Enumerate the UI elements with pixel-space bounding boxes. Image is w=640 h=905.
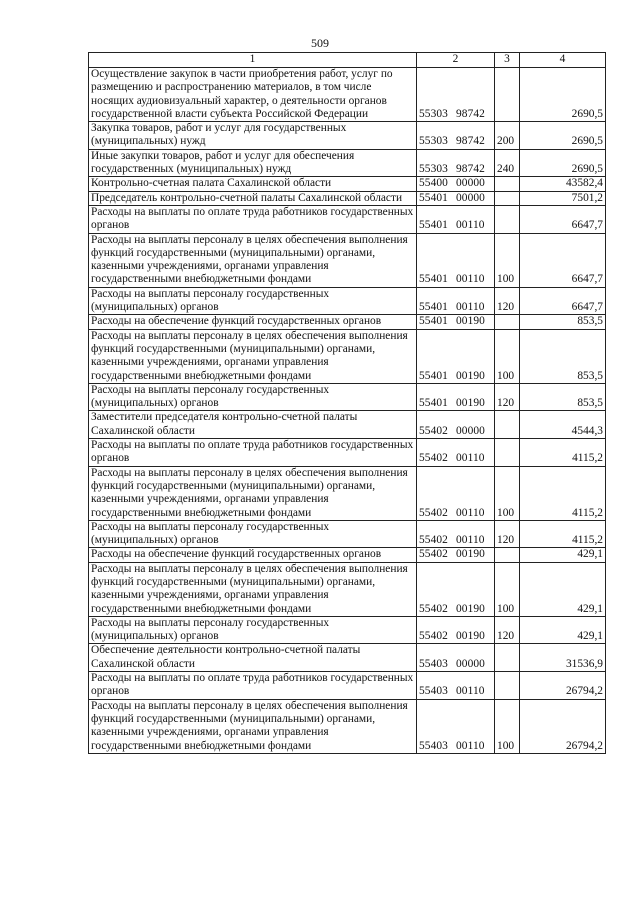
row-amount: 26794,2: [520, 672, 606, 700]
row-amount: 4115,2: [520, 466, 606, 520]
table-row: [89, 383, 606, 411]
row-name: Расходы на выплаты персоналу в целях обеспечения выполнения функций государственными (муниципальными) органами, казенными учреждениями, органами управления государственными внебюджетными фондами: [89, 562, 417, 616]
row-expense-type: [495, 315, 520, 329]
table-row: [89, 644, 606, 672]
row-amount: 853,5: [520, 329, 606, 383]
row-expense-type: 100: [495, 699, 520, 753]
row-expense-type: 120: [495, 287, 520, 315]
row-amount: 4544,3: [520, 411, 606, 439]
row-code-section: 55401: [419, 369, 448, 382]
row-code-section: 55403: [419, 685, 448, 698]
row-name: Закупка товаров, работ и услуг для государственных (муниципальных) нужд: [89, 122, 417, 150]
budget-table: [88, 52, 606, 754]
row-expense-type: 100: [495, 233, 520, 287]
row-code-item: 00000: [455, 424, 485, 437]
table-row: [89, 287, 606, 315]
row-code: [417, 644, 495, 672]
column-header-4: 4: [520, 53, 606, 68]
row-amount: 6647,7: [520, 287, 606, 315]
row-code-item: 00110: [455, 534, 485, 547]
row-code: [417, 122, 495, 150]
row-code-section: 55401: [419, 219, 448, 232]
row-code: [417, 191, 495, 205]
row-code-section: 55402: [419, 452, 448, 465]
row-code-item: 00190: [455, 397, 485, 410]
table-row: [89, 616, 606, 644]
row-expense-type: [495, 644, 520, 672]
table-row: [89, 68, 606, 122]
row-code-section: 55402: [419, 424, 448, 437]
row-name: Расходы на выплаты персоналу в целях обеспечения выполнения функций государственными (муниципальными) органами, казенными учреждениями, органами управления государственными внебюджетными фондами: [89, 466, 417, 520]
row-expense-type: 100: [495, 466, 520, 520]
row-code-section: 55303: [419, 135, 448, 148]
row-code: [417, 466, 495, 520]
row-expense-type: 120: [495, 383, 520, 411]
row-amount: 2690,5: [520, 68, 606, 122]
row-name: Расходы на обеспечение функций государственных органов: [89, 548, 417, 562]
table-row: [89, 205, 606, 233]
row-code-item: 98742: [455, 107, 485, 120]
row-code-section: 55303: [419, 107, 448, 120]
row-code-section: 55400: [419, 177, 448, 190]
table-body: [89, 68, 606, 754]
row-name: Расходы на выплаты персоналу в целях обеспечения выполнения функций государственными (муниципальными) органами, казенными учреждениями, органами управления государственными внебюджетными фондами: [89, 233, 417, 287]
row-code: [417, 287, 495, 315]
row-code-section: 55401: [419, 301, 448, 314]
column-header-1: 1: [89, 53, 417, 68]
row-name: Расходы на выплаты по оплате труда работников государственных органов: [89, 205, 417, 233]
row-code-section: 55402: [419, 534, 448, 547]
row-amount: 853,5: [520, 315, 606, 329]
table-row: [89, 122, 606, 150]
row-code: [417, 383, 495, 411]
row-code-section: 55402: [419, 630, 448, 643]
row-code-section: 55402: [419, 506, 448, 519]
row-expense-type: 100: [495, 562, 520, 616]
table-row: [89, 562, 606, 616]
column-header-2: 2: [417, 53, 495, 68]
table-row: [89, 191, 606, 205]
row-amount: 4115,2: [520, 439, 606, 467]
row-code: [417, 548, 495, 562]
row-code-item: 98742: [455, 135, 485, 148]
row-amount: 31536,9: [520, 644, 606, 672]
row-name: Расходы на выплаты персоналу в целях обеспечения выполнения функций государственными (муниципальными) органами, казенными учреждениями, органами управления государственными внебюджетными фондами: [89, 329, 417, 383]
table-row: [89, 672, 606, 700]
row-code: [417, 68, 495, 122]
row-expense-type: [495, 68, 520, 122]
row-code-item: 00110: [455, 506, 485, 519]
row-code-section: 55401: [419, 191, 448, 204]
row-name: Расходы на выплаты по оплате труда работников государственных органов: [89, 439, 417, 467]
column-header-3: 3: [495, 53, 520, 68]
table-row: [89, 329, 606, 383]
row-name: Иные закупки товаров, работ и услуг для обеспечения государственных (муниципальных) нужд: [89, 149, 417, 177]
row-expense-type: 200: [495, 122, 520, 150]
row-code-item: 00190: [455, 315, 485, 328]
page-number: 509: [311, 36, 329, 50]
table-row: [89, 233, 606, 287]
row-amount: 2690,5: [520, 122, 606, 150]
row-code: [417, 562, 495, 616]
row-code-item: 00190: [455, 630, 485, 643]
row-name: Расходы на выплаты по оплате труда работников государственных органов: [89, 672, 417, 700]
row-amount: 6647,7: [520, 205, 606, 233]
row-amount: 2690,5: [520, 149, 606, 177]
row-code-section: 55403: [419, 657, 448, 670]
row-amount: 429,1: [520, 616, 606, 644]
row-code-item: 00110: [455, 739, 485, 752]
row-name: Расходы на выплаты персоналу в целях обеспечения выполнения функций государственными (муниципальными) органами, казенными учреждениями, органами управления государственными внебюджетными фондами: [89, 699, 417, 753]
row-name: Расходы на выплаты персоналу государственных (муниципальных) органов: [89, 287, 417, 315]
row-amount: 7501,2: [520, 191, 606, 205]
table-row: [89, 699, 606, 753]
row-amount: 4115,2: [520, 520, 606, 548]
row-name: Председатель контрольно-счетной палаты Сахалинской области: [89, 191, 417, 205]
row-name: Расходы на выплаты персоналу государственных (муниципальных) органов: [89, 520, 417, 548]
row-code-section: 55401: [419, 315, 448, 328]
row-amount: 429,1: [520, 562, 606, 616]
row-code: [417, 233, 495, 287]
row-name: Заместители председателя контрольно-счетной палаты Сахалинской области: [89, 411, 417, 439]
row-code-item: 00110: [455, 219, 485, 232]
row-amount: 26794,2: [520, 699, 606, 753]
row-code-item: 00000: [455, 177, 485, 190]
row-code: [417, 329, 495, 383]
row-code-item: 00190: [455, 369, 485, 382]
row-code-item: 00190: [455, 548, 485, 561]
row-code-item: 00000: [455, 657, 485, 670]
row-code: [417, 149, 495, 177]
row-code: [417, 672, 495, 700]
row-expense-type: [495, 411, 520, 439]
row-code-section: 55401: [419, 397, 448, 410]
row-expense-type: [495, 439, 520, 467]
row-code-item: 00110: [455, 685, 485, 698]
row-expense-type: [495, 548, 520, 562]
row-code: [417, 439, 495, 467]
row-expense-type: 240: [495, 149, 520, 177]
row-code: [417, 616, 495, 644]
row-code-item: 00000: [455, 191, 485, 204]
row-name: Расходы на обеспечение функций государственных органов: [89, 315, 417, 329]
row-expense-type: 120: [495, 520, 520, 548]
row-amount: 429,1: [520, 548, 606, 562]
row-code: [417, 699, 495, 753]
table-row: [89, 548, 606, 562]
table-row: [89, 149, 606, 177]
row-code: [417, 315, 495, 329]
table-row: [89, 439, 606, 467]
table-row: [89, 177, 606, 191]
row-code-section: 55403: [419, 739, 448, 752]
row-expense-type: 100: [495, 329, 520, 383]
row-code-section: 55303: [419, 163, 448, 176]
row-code-item: 00190: [455, 602, 485, 615]
row-code-section: 55402: [419, 602, 448, 615]
row-code-item: 98742: [455, 163, 485, 176]
table-row: [89, 315, 606, 329]
row-code-section: 55402: [419, 548, 448, 561]
row-code-item: 00110: [455, 452, 485, 465]
row-code: [417, 205, 495, 233]
table-header-row: [89, 53, 606, 68]
row-name: Расходы на выплаты персоналу государственных (муниципальных) органов: [89, 616, 417, 644]
row-code: [417, 177, 495, 191]
row-expense-type: [495, 177, 520, 191]
row-expense-type: 120: [495, 616, 520, 644]
table-row: [89, 411, 606, 439]
row-amount: 853,5: [520, 383, 606, 411]
row-code-item: 00110: [455, 301, 485, 314]
row-name: Контрольно-счетная палата Сахалинской области: [89, 177, 417, 191]
row-expense-type: [495, 672, 520, 700]
table-row: [89, 466, 606, 520]
row-code: [417, 520, 495, 548]
row-name: Расходы на выплаты персоналу государственных (муниципальных) органов: [89, 383, 417, 411]
row-code-item: 00110: [455, 273, 485, 286]
row-expense-type: [495, 205, 520, 233]
row-code-section: 55401: [419, 273, 448, 286]
row-code: [417, 411, 495, 439]
table-row: [89, 520, 606, 548]
row-expense-type: [495, 191, 520, 205]
row-amount: 43582,4: [520, 177, 606, 191]
row-name: Обеспечение деятельности контрольно-счетной палаты Сахалинской области: [89, 644, 417, 672]
row-name: Осуществление закупок в части приобретения работ, услуг по размещению и распространению материалов, в том числе носящих аудиовизуальный характер, о деятельности органов государственной власти субъекта Российской Федерации: [89, 68, 417, 122]
row-amount: 6647,7: [520, 233, 606, 287]
